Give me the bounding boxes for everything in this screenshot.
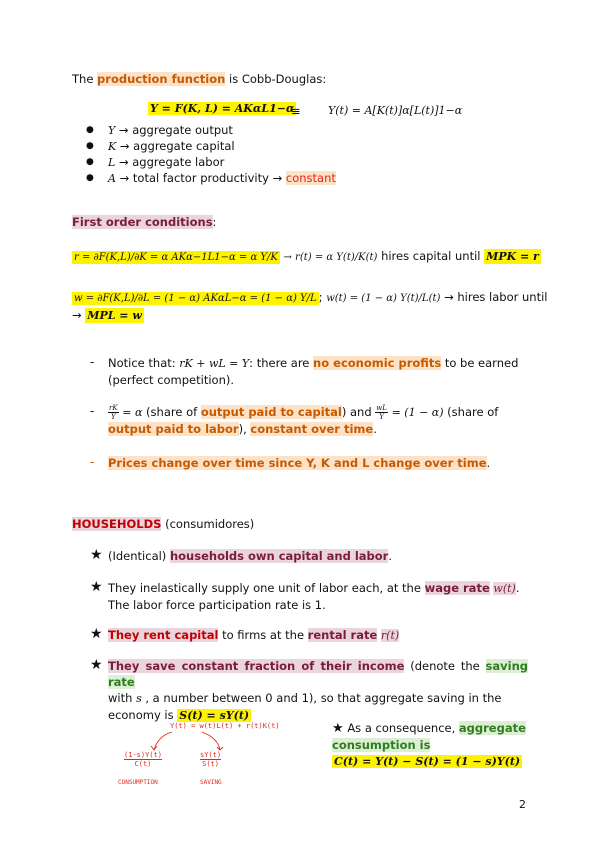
note-profits: Notice that: rK + wL = Y: there are no economic profits to be earned (perfect competition). xyxy=(108,356,519,387)
dash-marker: - xyxy=(90,455,95,469)
handwritten-saving: sY(t) S(t) xyxy=(200,751,222,768)
production-function-term: production function xyxy=(97,72,226,86)
saving-label: SAVING xyxy=(200,779,222,786)
star-icon: ★ xyxy=(90,547,103,563)
labor-share-highlight: output paid to labor xyxy=(108,422,239,436)
star-icon: ★ xyxy=(90,626,103,642)
handwritten-consumption: (1-s)Y(t) C(t) xyxy=(124,751,162,768)
star-icon: ★ xyxy=(332,721,344,736)
note-shares: $\frac{rK}{Y}$ = α (share of output paid to capital) and $\frac{wL}{Y}$ = (1 − α) (share of output paid to labor), constant over time. xyxy=(108,404,499,436)
household-item-4: They save constant fraction of their income (denote the saving rate with s , a number between 0 and 1), so that aggregate saving in the economy is S(t) = sY(t) xyxy=(108,659,528,722)
dash-marker: - xyxy=(90,355,95,369)
foc-labor-line xyxy=(72,290,547,304)
equiv-sign: ≡ xyxy=(291,104,301,118)
r-text: hires capital until xyxy=(381,249,481,263)
star-icon: ★ xyxy=(90,579,103,595)
list-item: ● L → aggregate labor xyxy=(108,154,336,170)
time-equation: Y(t) = A[K(t)]α[L(t)]1−α xyxy=(328,104,463,117)
equation-main: Y = F(K, L) = AKαL1−α xyxy=(150,102,295,115)
mpl-condition: MPL = w xyxy=(87,309,142,322)
w-text: → hires labor until xyxy=(444,290,548,304)
households-heading xyxy=(72,517,254,531)
household-item-3: They rent capital to firms at the rental rate r(t) xyxy=(108,628,400,642)
consumption-label: CONSUMPTION xyxy=(118,779,158,786)
no-profits-highlight: no economic profits xyxy=(313,356,442,370)
w-separator: ; xyxy=(318,290,323,304)
consumption-block: ★ As a consequence, aggregate consumption is C(t) = Y(t) − S(t) = (1 − s)Y(t) xyxy=(332,721,526,768)
constant-time-highlight: constant over time xyxy=(250,422,374,436)
intro-line xyxy=(72,72,326,86)
star-icon: ★ xyxy=(90,657,103,673)
list-item: ● K → aggregate capital xyxy=(108,138,336,154)
foc-title: First order conditions xyxy=(72,215,213,229)
dash-marker: - xyxy=(90,404,95,418)
r-equation: r = ∂F(K,L)/∂K = α AKα−1L1−α = α Y/K xyxy=(74,252,278,263)
household-item-1: (Identical) households own capital and labor. xyxy=(108,549,393,563)
list-item: ● A → total factor productivity → constant xyxy=(108,170,336,186)
capital-share-highlight: output paid to capital xyxy=(200,405,342,419)
foc-capital-line xyxy=(72,249,541,263)
w-equation: w = ∂F(K,L)/∂L = (1 − α) AKαL−α = (1 − α) Y/L xyxy=(74,293,317,304)
mpk-condition: MPK = r xyxy=(486,250,539,263)
r-time-equation: → r(t) = α Y(t)/K(t) xyxy=(283,252,378,263)
w-time-equation: w(t) = (1 − α) Y(t)/L(t) xyxy=(326,293,441,304)
prices-highlight: Prices change over time since Y, K and L change over time xyxy=(108,456,487,470)
cobb-douglas-equation xyxy=(148,102,296,115)
mpl-line: → MPL = w xyxy=(72,308,142,322)
handwritten-income: Y(t) = w(t)L(t) + r(t)K(t) xyxy=(170,722,280,730)
households-subtitle: (consumidores) xyxy=(165,517,255,531)
constant-label: constant xyxy=(285,171,336,185)
note-prices: Prices change over time since Y, K and L change over time. xyxy=(108,456,491,470)
foc-colon: : xyxy=(212,215,217,229)
page-number: 2 xyxy=(519,798,526,811)
variable-list xyxy=(108,122,336,186)
foc-heading xyxy=(72,215,216,229)
household-item-2: They inelastically supply one unit of labor each, at the wage rate w(t). The labor force participation rate is 1. xyxy=(108,581,520,612)
list-item: ● Y → aggregate output xyxy=(108,122,336,138)
intro-prefix: The xyxy=(72,72,98,86)
intro-suffix: is Cobb-Douglas: xyxy=(225,72,327,86)
households-title: HOUSEHOLDS xyxy=(72,517,162,531)
